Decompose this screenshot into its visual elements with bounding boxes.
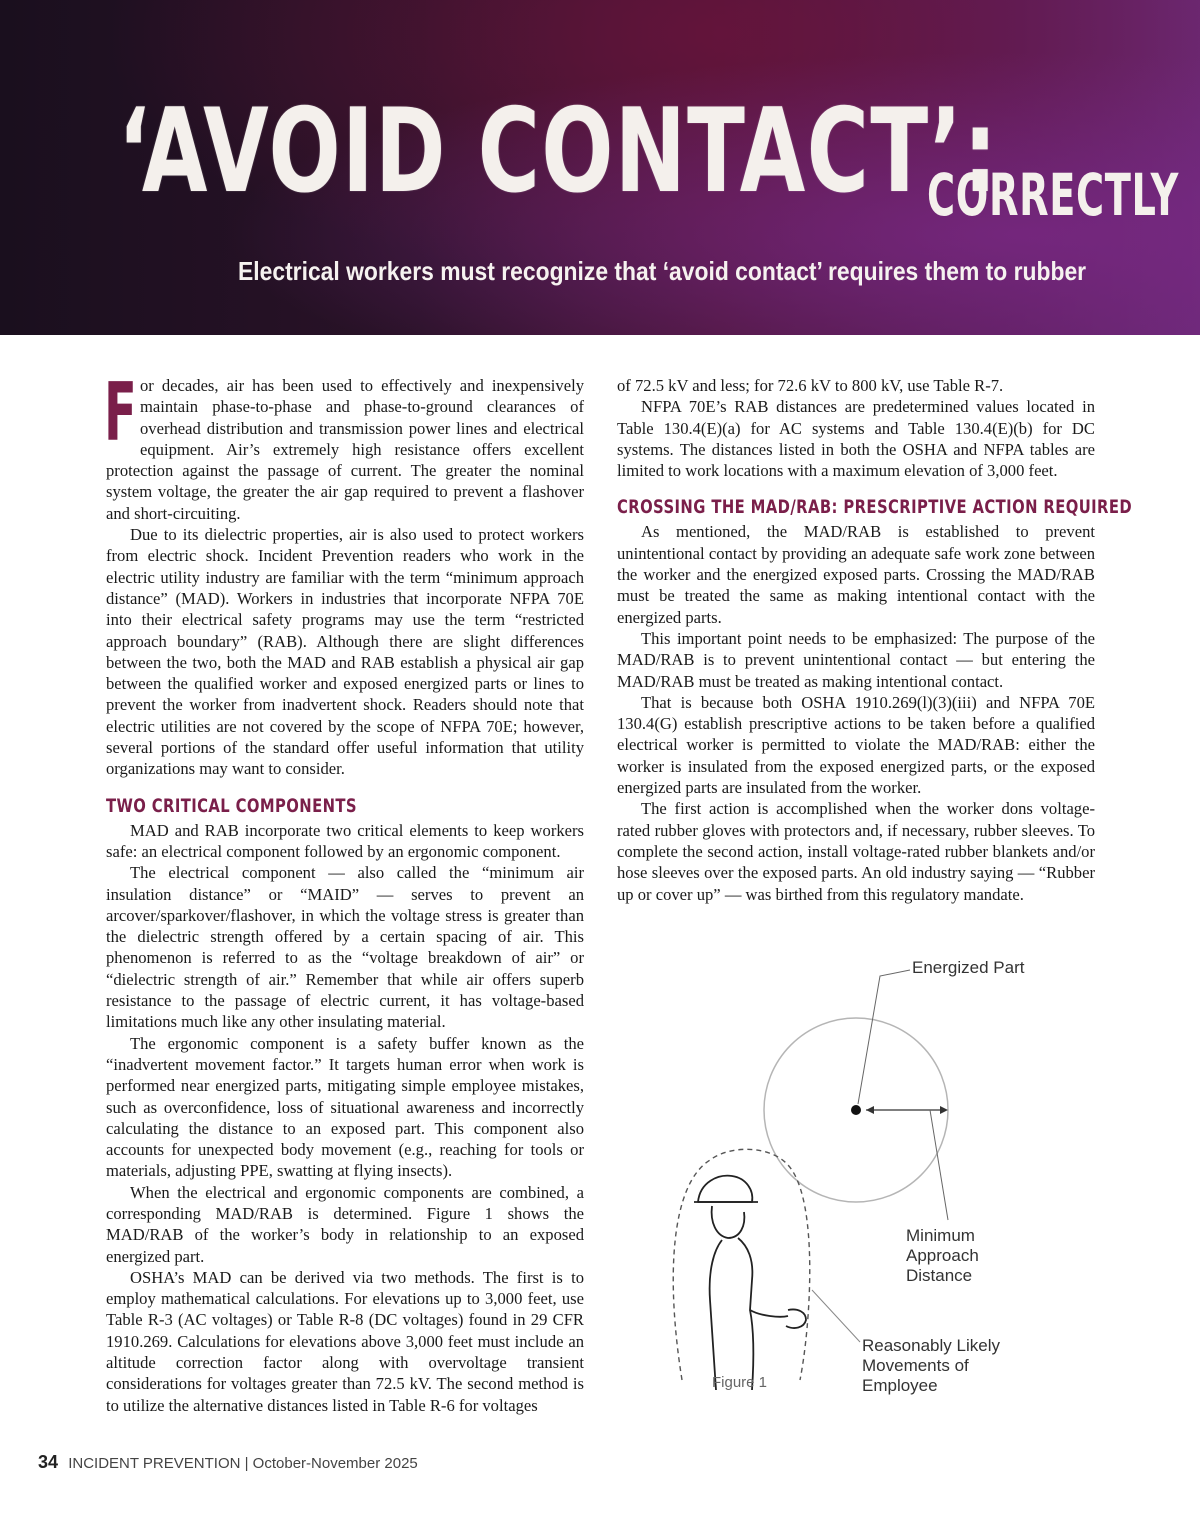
leader-movement xyxy=(812,1290,860,1342)
paragraph: As mentioned, the MAD/RAB is established to prevent unintentional contact by providing an adequate safe work zone between the worker and the energized exposed parts. Crossing the MAD/RAB must be treated the same as making intentional contact with the energized parts. xyxy=(617,522,1095,627)
header-banner xyxy=(0,0,1200,335)
page-footer xyxy=(38,1452,418,1473)
paragraph: of 72.5 kV and less; for 72.6 kV to 800 kV, use Table R-7. xyxy=(617,376,1004,395)
page-number: 34 xyxy=(38,1452,59,1472)
section-heading: TWO CRITICAL COMPONENTS xyxy=(106,794,357,817)
paragraph-intro xyxy=(104,366,584,524)
label-energized-part: Energized Part xyxy=(912,958,1025,977)
leader-mad xyxy=(930,1110,948,1220)
back xyxy=(710,1240,722,1390)
paragraph: That is because both OSHA 1910.269(l)(3)(iii) and NFPA 70E 130.4(G) establish prescriptive actions to be taken before a qualified electrical worker is permitted to violate the MAD/RAB: either the worker is insulated from the exposed energized parts, or the exposed energized parts are insulated from the worker. xyxy=(617,692,1095,798)
paragraph: This important point needs to be emphasized: The purpose of the MAD/RAB is to prevent unintentional contact — but entering the MAD/RAB must be treated as making intentional contact. xyxy=(617,628,1095,691)
paragraph-intro-text: or decades, air has been used to effectively and inexpensively maintain phase-to-phase and phase-to-ground clearances of overhead distribution and transmission power lines and electrical equipment. Air’s extremely high resistance offers excellent protection against the passage of current. The greater the nominal system voltage, the greater the air gap required to prevent a flashover and short-circuiting. xyxy=(106,376,584,523)
paragraph: The electrical component — also called the “minimum air insulation distance” or “MAID” — serves to prevent an arcover/sparkover/flashover, in which the voltage stress is greater than the dielectric strength offered by a certain spacing of air. This phenomenon is referred to as the “voltage breakdown of air” or “dielectric strength of air.” Remember that while air offers superb resistance to the passage of electric current, it has voltage-based limitations much like any other insulating material. xyxy=(106,863,584,1032)
drop-cap: F xyxy=(104,366,137,459)
label-movement-line-2: Movements of xyxy=(862,1356,969,1375)
leader-energized xyxy=(858,970,910,1104)
label-mad-line-1: Minimum xyxy=(906,1226,975,1245)
footer-text: INCIDENT PREVENTION | October-November 2025 xyxy=(68,1455,418,1472)
paragraph: NFPA 70E’s RAB distances are predetermined values located in Table 130.4(E)(a) for AC systems and Table 130.4(E)(b) for DC systems. The distances listed in both the OSHA and NFPA tables are limited to work locations with a maximum elevation of 3,000 feet. xyxy=(617,397,1095,481)
hard-hat xyxy=(698,1176,752,1202)
label-mad-line-2: Approach xyxy=(906,1246,979,1265)
arrow-head-left xyxy=(866,1106,874,1114)
label-movement-line-3: Employee xyxy=(862,1376,938,1395)
worker-figure xyxy=(694,1176,806,1390)
article-title: ‘AVOID CONTACT’: xyxy=(118,84,999,219)
paragraph: OSHA’s MAD can be derived via two methods. The first is to employ mathematical calculations. For elevations up to 3,000 feet, use Table R-3 (AC voltages) or Table R-8 (DC voltages) found in 29 CFR 1910.269. Calculations for elevations above 3,000 feet must include an altitude correction factor along with overvoltage transient considerations for voltages greater than 72.5 kV. The second method is to utilize the alternative distances listed in Table R-6 for voltages xyxy=(106,1267,584,1415)
paragraph: Due to its dielectric properties, air is also used to protect workers from electric shock. Incident Prevention readers who work in the electric utility industry are familiar with the term “minimum approach distance” (MAD). Workers in industries that incorporate NFPA 70E into their electrical safety programs may use the term “restricted approach boundary” (RAB). Although there are slight differences between the two, both the MAD and RAB establish a physical air gap between the qualified worker and exposed energized parts or lines to prevent the worker from inadvertent shock. Readers should note that electric utilities are not covered by the scope of NFPA 70E; however, several portions of the standard offer useful information that utility organizations may want to consider. xyxy=(106,525,584,779)
arrow-head-right xyxy=(940,1106,948,1114)
hand xyxy=(786,1309,806,1328)
label-movement-line-1: Reasonably Likely xyxy=(862,1336,1000,1355)
label-mad-line-3: Distance xyxy=(906,1266,973,1285)
energized-part-dot xyxy=(851,1105,861,1115)
article-title-tail: CORRECTLY xyxy=(927,161,1180,229)
section-heading: CROSSING THE MAD/RAB: PRESCRIPTIVE ACTION REQUIRED xyxy=(617,496,1133,519)
head xyxy=(712,1206,745,1238)
article-subtitle: Electrical workers must recognize that ‘avoid contact’ requires them to rubber xyxy=(238,256,1087,286)
figure-caption: Figure 1 xyxy=(712,1374,768,1391)
left-column xyxy=(104,366,584,1416)
paragraph: The ergonomic component is a safety buffer known as the “inadvertent movement factor.” It targets human error when work is performed near energized parts, mitigating simple employee mistakes, such as overconfidence, loss of situational awareness and incorrectly calculating the distance to an exposed part. This component also accounts for unexpected body movement (e.g., reaching for tools or materials, adjusting PPE, swatting at flying insects). xyxy=(106,1033,584,1181)
paragraph: MAD and RAB incorporate two critical elements to keep workers safe: an electrical component followed by an ergonomic component. xyxy=(106,820,584,861)
paragraph: The first action is accomplished when the worker dons voltage-rated rubber gloves with protectors and, if necessary, rubber sleeves. To complete the second action, install voltage-rated rubber blankets and/or hose sleeves over the exposed parts. An old industry saying — “Rubber up or cover up” — was birthed from this regulatory mandate. xyxy=(617,799,1095,904)
right-column xyxy=(617,375,1133,905)
figure-1 xyxy=(670,950,1050,1410)
paragraph: When the electrical and ergonomic components are combined, a corresponding MAD/RAB is determined. Figure 1 shows the MAD/RAB of the worker’s body in relationship to an exposed energized part. xyxy=(106,1182,584,1266)
arm xyxy=(738,1238,788,1317)
